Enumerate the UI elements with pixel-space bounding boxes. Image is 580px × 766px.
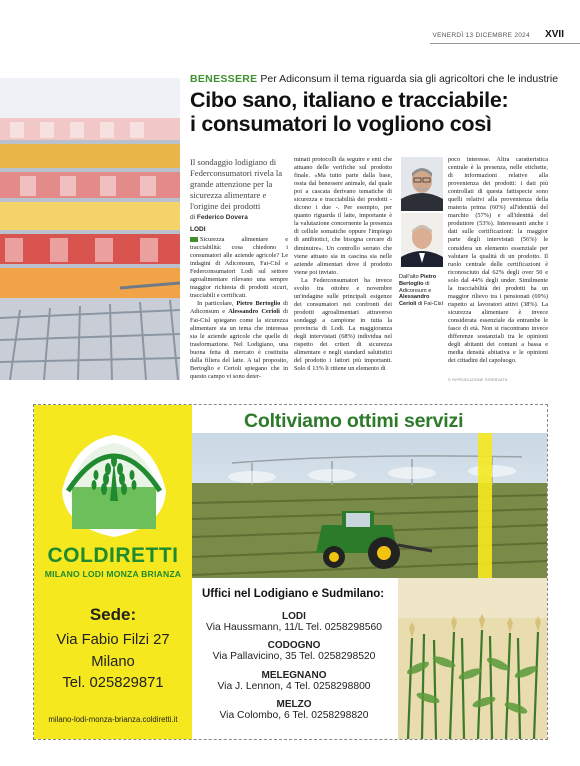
office-city: MELZO [276,699,312,710]
tractor-irrigation-illustration [192,433,548,578]
office-address: Via J. Lennon, 4 Tel. 0258298800 [217,681,371,692]
byline-author: Federico Dovera [196,214,248,221]
sede-address [34,630,192,695]
page-number: XVII [545,29,564,40]
copyright-notice: © RIPRODUZIONE RISERVATA [448,378,508,382]
office-entry [194,611,394,633]
article-headline [190,88,555,136]
sede-phone: Tel. 025829871 [62,675,164,691]
kicker-text: Per Adiconsum il tema riguarda sia gli agricoltori che le industrie [260,73,559,85]
caption-text: Dall'alto [399,274,419,280]
portrait-cerioli [401,213,443,267]
office-address: Via Colombo, 6 Tel. 0258298820 [219,710,369,721]
coldiretti-advertisement [33,404,548,740]
brand-name: COLDIRETTI [47,544,179,567]
header-rule [430,43,580,44]
paragraph-text: di Fai-Cisl spiegano come la sicurezza alimentare sia un tema che interessa sia le aziende agricole che quelle di trasformazione. Nel Lodigiano, una buona fetta di mercato è costituita dalla filiera del latte. A tal proposito, Bertoglio e Cerioli spiegano che in questo campo vi sono deter- [190,308,288,380]
sede-city: Milano [91,653,135,670]
portrait-photo [401,213,443,267]
headline-line-1: Cibo sano, italiano e tracciabile: [190,88,509,112]
supermarket-aisle-photo [0,78,180,380]
dateline: LODI [190,226,206,233]
ad-yellow-panel [34,405,192,739]
office-address: Via Haussmann, 11/L Tel. 0258298560 [206,622,382,633]
lead-marker [190,237,198,242]
office-city: CODOGNO [267,640,321,651]
headline-line-2: i consumatori lo vogliono così [190,112,492,136]
article-summary: Il sondaggio lodigiano di Federconsumatori rivela la grande attenzione per la sicurezza alimentare e l'origine dei prodotti [190,157,283,211]
paragraph-text: In particolare, [197,300,234,308]
issue-date: VENERDÌ 13 DICEMBRE 2024 [432,32,530,39]
office-address: Via Pallavicino, 35 Tel. 0258298520 [212,651,376,662]
byline-prefix: di [190,214,196,221]
paragraph [190,236,288,300]
sede-street: Via Fabio Filzi 27 [56,632,170,648]
paragraph: La Federconsumatori ha invece svolto tra ottobre e novembre un'indagine sulle principali esigenze dei consumatori nei confronti dei prodotti agroalimentari attraverso sondaggi a campione in tutta la provincia di Lodi. La maggioranza degli intervistati (68%) individua nel rispetto dei criteri di sicurezza alimentare e negli standard salutistici del prodotto i fattori più importanti. Solo il 13% li ritiene un elemento di [294,276,392,373]
office-city: LODI [282,611,306,622]
article-column-3 [448,156,548,365]
paragraph-text: Sicurezza alimentare e tracciabilità: cosa chiedono i consumatori alle aziende agricole? Le indagini di Adiconsum, Fai-Cisl e Federconsumatori Lodi sul settore agroalimentare rilevano una sempre maggior richiesta di prodotti sicuri, tracciabili e certificati. [190,236,288,300]
office-entry [194,640,394,662]
sede-title: Sede: [89,605,137,624]
photo-caption [399,274,447,308]
offices-title: Uffici nel Lodigiano e Sudmilano: [202,588,385,600]
article-kicker [190,73,558,85]
coldiretti-logo-icon [58,431,170,541]
portrait-bertoglio [401,157,443,211]
corn-field-photo [398,578,548,739]
paragraph: poco interesse. Altra caratteristica centrale è la presenza, nelle etichette, di informazioni relative alla provenienza dei prodotti: i dati più controllati di questa fattispecie sono quelli relativi alla provenienza della materia prima (60%) all'identità del marchio (57%) e all'identità del produttore (53%). Interessanti anche i dati sulle certificazioni: la maggior parte degli intervistati (56%) le considera un elemento essenziale per valutare la qualità di un prodotto. Il ruolo centrale delle certificazioni è riconosciuto dal 62% degli over 50 e solo dal 44% degli under. Similmente la tracciabilità dei prodotti ha un maggior rilievo tra i pensionati (69%) rispetto ai lavoratori attivi (38%). La sicurezza alimentare è invece considerata essenziale da entrambe le fasce di età. Non si riscontrano invece differenze sostanziali tra le opinioni degli abitanti dei comuni a bassa e media densità abitativa e le opinioni dei cittadini del capoluogo. [448,156,548,365]
office-city: MELEGNANO [261,670,327,681]
article-column-2 [294,156,392,373]
person-name: Alessandro Cerioli [399,294,430,308]
brand-subtitle: MILANO LODI MONZA BRIANZA [44,569,182,579]
article-column-1 [190,226,288,381]
byline [190,214,290,221]
paragraph [190,300,288,380]
office-entry [194,670,394,692]
tractor-field-photo [192,433,548,578]
corn-field-illustration [398,578,548,739]
paragraph: minati protocolli da seguire e enti che attuano delle verifiche sul prodotto finale. «Ma tutto parte dalla base, ossia dal benessere animale, dal quale poi a cascata derivano tematiche di sicurezza e tracciabilità dei prodotti - dicono i due -. Per esempio, per quanto riguarda il latte, importante è la valutazione concernente la presenza di cellule somatiche oppure l'impiego di antibiotici, che bisogna cercare di diminuire». Un controllo serrato che viene attuato sia in cascina sia nelle aziende alimentari dove il prodotto viene poi inviato. [294,156,392,276]
ad-headline: Coltiviamo ottimi servizi [244,410,464,432]
person-name: Pietro Bertoglio [399,274,437,287]
website-link[interactable]: milano-lodi-monza-brianza.coldiretti.it [48,715,178,724]
caption-text: di Fai-Cisl [417,301,443,308]
person-name: Pietro Bertoglio [236,300,281,308]
section-tag: BENESSERE [190,73,258,85]
supermarket-aisle-illustration [0,78,180,380]
caption-text: di Adiconsum e [399,280,432,294]
person-name: Alessandro Cerioli [228,308,280,316]
paragraph-text: di Adiconsum e [190,300,288,316]
portrait-photo [401,157,443,211]
page-header [0,28,580,46]
office-entry [194,699,394,721]
